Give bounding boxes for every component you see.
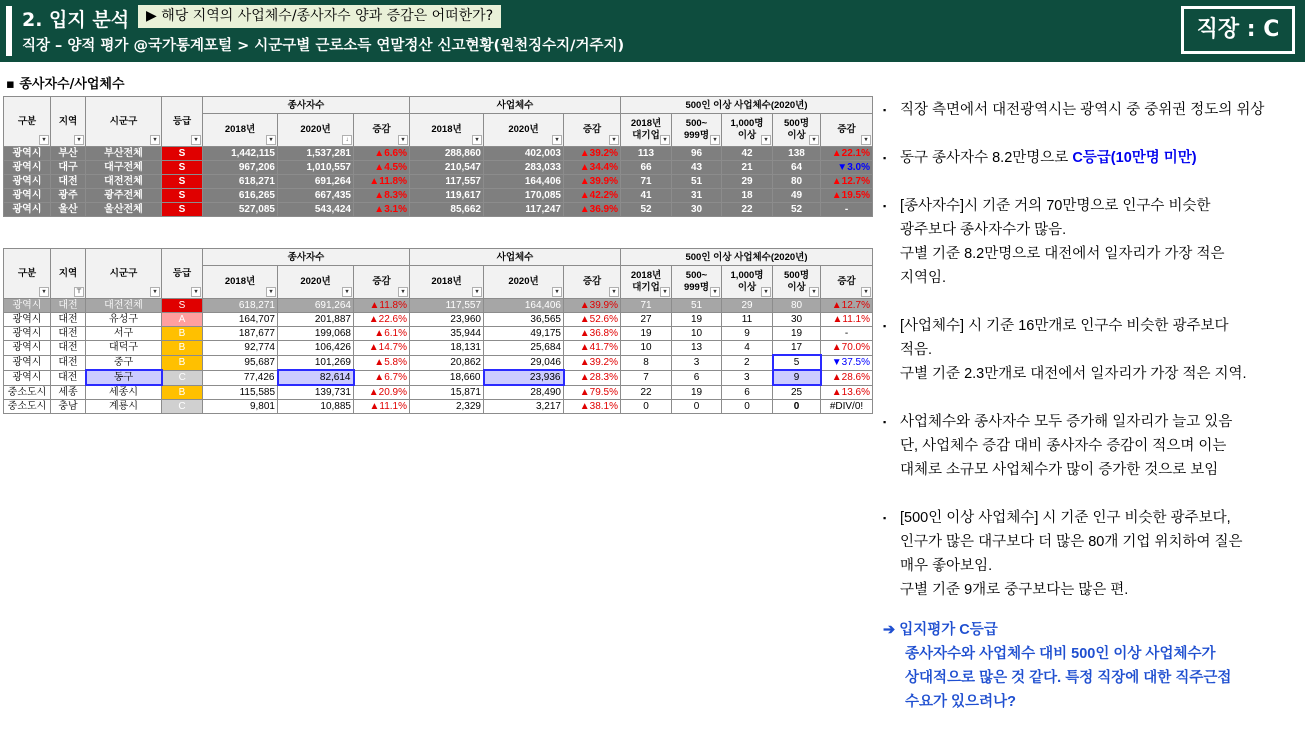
header-sigungu[interactable]: 시군구 ▾: [86, 97, 162, 147]
cell-business-2020[interactable]: 170,085: [484, 189, 564, 203]
cell-large-change[interactable]: #DIV/0!: [821, 400, 873, 414]
cell-large-500-999[interactable]: 31: [672, 189, 722, 203]
cell-large-500-999[interactable]: 19: [672, 313, 722, 327]
cell-large-2018[interactable]: 66: [621, 161, 672, 175]
cell-workers-2020[interactable]: 199,068: [278, 327, 354, 341]
cell-grade[interactable]: S: [162, 299, 203, 313]
cell-business-change[interactable]: ▲41.7%: [564, 341, 621, 356]
cell-workers-change[interactable]: ▲11.8%: [354, 175, 410, 189]
cell-grade[interactable]: B: [162, 355, 203, 370]
header-workers: 종사자수: [203, 97, 410, 114]
header-business-2020[interactable]: 2020년 ▾: [484, 114, 564, 147]
cell-sigungu[interactable]: 동구: [86, 370, 162, 385]
cell-large-1000[interactable]: 22: [722, 203, 773, 217]
cell-workers-2018[interactable]: 527,085: [203, 203, 278, 217]
cell-large-1000[interactable]: 6: [722, 385, 773, 400]
cell-business-change[interactable]: ▲34.4%: [564, 161, 621, 175]
cell-region[interactable]: 충남: [51, 400, 86, 414]
cell-workers-change[interactable]: ▲11.8%: [354, 299, 410, 313]
cell-large-500plus[interactable]: 80: [773, 175, 821, 189]
cell-large-2018[interactable]: 10: [621, 341, 672, 356]
header-business-2018[interactable]: 2018년 ▾: [410, 266, 484, 299]
cell-workers-change[interactable]: ▲11.1%: [354, 400, 410, 414]
cell-large-500-999[interactable]: 13: [672, 341, 722, 356]
cell-large-change[interactable]: ▲12.7%: [821, 175, 873, 189]
cell-large-500plus[interactable]: 64: [773, 161, 821, 175]
cell-large-500plus[interactable]: 80: [773, 299, 821, 313]
cell-grade[interactable]: B: [162, 327, 203, 341]
cell-business-2018[interactable]: 23,960: [410, 313, 484, 327]
cell-workers-2020[interactable]: 1,010,557: [278, 161, 354, 175]
cell-business-2018[interactable]: 15,871: [410, 385, 484, 400]
conclusion-block: [883, 618, 1298, 714]
cell-gubun[interactable]: 광역시: [4, 327, 51, 341]
cell-large-1000[interactable]: 29: [722, 299, 773, 313]
cell-business-2018[interactable]: 117,557: [410, 299, 484, 313]
cell-workers-change[interactable]: ▲8.3%: [354, 189, 410, 203]
cell-large-500-999[interactable]: 30: [672, 203, 722, 217]
cell-workers-2018[interactable]: 92,774: [203, 341, 278, 356]
bullet-icon: ▪: [883, 417, 887, 427]
cell-large-change[interactable]: ▲19.5%: [821, 189, 873, 203]
header-workers-change[interactable]: 증감 ▾: [354, 266, 410, 299]
note-line: [500인 이상 사업체수] 시 기준 인구 비슷한 광주보다,: [900, 510, 1231, 526]
cell-workers-2018[interactable]: 77,426: [203, 370, 278, 385]
note-text: [900, 314, 1298, 386]
cell-large-change[interactable]: ▲28.6%: [821, 370, 873, 385]
header-large-2018[interactable]: 2018년 대기업 ▾: [621, 266, 672, 299]
cell-grade[interactable]: C: [162, 370, 203, 385]
header-business-2018[interactable]: 2018년 ▾: [410, 114, 484, 147]
cell-region[interactable]: 대전: [51, 355, 86, 370]
cell-large-1000[interactable]: 29: [722, 175, 773, 189]
cell-workers-change[interactable]: ▲6.7%: [354, 370, 410, 385]
cell-large-change[interactable]: ▲11.1%: [821, 313, 873, 327]
header-large-change[interactable]: 증감 ▾: [821, 114, 873, 147]
note-line: 단, 사업체수 증감 대비 종사자수 증감이 적으며 이는: [900, 438, 1227, 454]
cell-business-2020[interactable]: 164,406: [484, 175, 564, 189]
header-grade[interactable]: 등급 ▾: [162, 97, 203, 147]
cell-business-2018[interactable]: 288,860: [410, 147, 484, 161]
question-box: ▶ 해당 지역의 사업체수/종사자수 양과 증감은 어떠한가?: [138, 5, 501, 28]
cell-sigungu[interactable]: 울산전체: [86, 203, 162, 217]
cell-large-1000[interactable]: 4: [722, 341, 773, 356]
note-text: [900, 410, 1298, 482]
table-row: [4, 203, 873, 217]
note-line: 광주보다 종사자수가 많음.: [900, 222, 1067, 238]
cell-workers-change[interactable]: ▲20.9%: [354, 385, 410, 400]
table-row: [4, 400, 873, 414]
cell-business-change[interactable]: ▲39.9%: [564, 175, 621, 189]
note-line: 구별 기준 2.3만개로 대전에서 일자리가 가장 적은 지역.: [900, 366, 1247, 382]
table-row: [4, 189, 873, 203]
cell-large-change[interactable]: -: [821, 327, 873, 341]
cell-business-2020[interactable]: 29,046: [484, 355, 564, 370]
header-workers-2018[interactable]: 2018년 ▾: [203, 266, 278, 299]
cell-large-1000[interactable]: 11: [722, 313, 773, 327]
page-title: 2. 입지 분석: [22, 9, 130, 31]
note-line: 적음.: [900, 342, 933, 358]
bullet-icon: ▪: [883, 201, 887, 211]
note-item: [883, 98, 1298, 122]
table-row: [4, 370, 873, 385]
table-row: [4, 147, 873, 161]
header-large-1000[interactable]: 1,000명 이상 ▾: [722, 114, 773, 147]
cell-business-2020[interactable]: 49,175: [484, 327, 564, 341]
header-large-business: 500인 이상 사업체수(2020년): [621, 97, 873, 114]
table-row: [4, 161, 873, 175]
cell-large-2018[interactable]: 19: [621, 327, 672, 341]
cell-large-2018[interactable]: 8: [621, 355, 672, 370]
cell-business-2018[interactable]: 2,329: [410, 400, 484, 414]
note-line: [사업체수] 시 기준 16만개로 인구수 비슷한 광주보다: [900, 318, 1229, 334]
cell-region[interactable]: 세종: [51, 385, 86, 400]
cell-large-1000[interactable]: 9: [722, 327, 773, 341]
header-business: 사업체수: [410, 249, 621, 266]
cell-large-500-999[interactable]: 10: [672, 327, 722, 341]
grade-highlight: C등급(10만명 미만): [1072, 150, 1197, 166]
cell-large-500plus[interactable]: 52: [773, 203, 821, 217]
header-sigungu[interactable]: 시군구 ▾: [86, 249, 162, 299]
cell-large-500plus[interactable]: 17: [773, 341, 821, 356]
cell-large-2018[interactable]: 52: [621, 203, 672, 217]
cell-sigungu[interactable]: 서구: [86, 327, 162, 341]
cell-grade[interactable]: C: [162, 400, 203, 414]
cell-workers-change[interactable]: ▲3.1%: [354, 203, 410, 217]
note-text: [900, 506, 1298, 602]
header-gubun[interactable]: 구분 ▾: [4, 249, 51, 299]
cell-large-500plus[interactable]: 30: [773, 313, 821, 327]
cell-large-500-999[interactable]: 3: [672, 355, 722, 370]
cell-large-500plus[interactable]: 138: [773, 147, 821, 161]
cell-large-change[interactable]: ▼3.0%: [821, 161, 873, 175]
cell-large-2018[interactable]: 0: [621, 400, 672, 414]
cell-business-2018[interactable]: 117,557: [410, 175, 484, 189]
cell-large-1000[interactable]: 21: [722, 161, 773, 175]
cell-large-change[interactable]: ▲70.0%: [821, 341, 873, 356]
cell-business-change[interactable]: ▲28.3%: [564, 370, 621, 385]
cell-large-2018[interactable]: 71: [621, 299, 672, 313]
cell-sigungu[interactable]: 유성구: [86, 313, 162, 327]
note-line: 구별 기준 8.2만명으로 대전에서 일자리가 가장 적은: [900, 246, 1225, 262]
cell-large-change[interactable]: ▲12.7%: [821, 299, 873, 313]
cell-workers-2018[interactable]: 1,442,115: [203, 147, 278, 161]
cell-gubun[interactable]: 광역시: [4, 203, 51, 217]
cell-workers-change[interactable]: ▲4.5%: [354, 161, 410, 175]
cell-business-2020[interactable]: 25,684: [484, 341, 564, 356]
note-item: [883, 410, 1298, 482]
cell-gubun[interactable]: 광역시: [4, 175, 51, 189]
cell-workers-2018[interactable]: 9,801: [203, 400, 278, 414]
note-text: [900, 146, 1298, 170]
cell-business-2018[interactable]: 20,862: [410, 355, 484, 370]
cell-grade[interactable]: S: [162, 161, 203, 175]
cell-large-500-999[interactable]: 96: [672, 147, 722, 161]
cell-large-500plus[interactable]: 19: [773, 327, 821, 341]
cell-workers-2018[interactable]: 616,265: [203, 189, 278, 203]
cell-large-500plus[interactable]: 9: [773, 370, 821, 385]
cell-large-500plus[interactable]: 49: [773, 189, 821, 203]
cell-region[interactable]: 대전: [51, 313, 86, 327]
cell-sigungu[interactable]: 세종시: [86, 385, 162, 400]
conclusion-line: 종사자수와 사업체수 대비 500인 이상 사업체수가: [905, 646, 1216, 662]
header-large-1000[interactable]: 1,000명 이상 ▾: [722, 266, 773, 299]
cell-gubun[interactable]: 광역시: [4, 161, 51, 175]
cell-large-1000[interactable]: 18: [722, 189, 773, 203]
cell-workers-change[interactable]: ▲6.1%: [354, 327, 410, 341]
cell-large-500plus[interactable]: 25: [773, 385, 821, 400]
cell-workers-2018[interactable]: 967,206: [203, 161, 278, 175]
header-banner: [0, 0, 1305, 62]
cell-region[interactable]: 부산: [51, 147, 86, 161]
conclusion-line: 상대적으로 많은 것 같다. 특정 직장에 대한 직주근접: [905, 670, 1232, 686]
cell-workers-change[interactable]: ▲14.7%: [354, 341, 410, 356]
cell-workers-2020[interactable]: 1,537,281: [278, 147, 354, 161]
cell-large-500-999[interactable]: 51: [672, 299, 722, 313]
cell-business-2020[interactable]: 402,003: [484, 147, 564, 161]
cell-sigungu[interactable]: 대덕구: [86, 341, 162, 356]
cell-workers-2018[interactable]: 618,271: [203, 175, 278, 189]
cell-workers-2020[interactable]: 667,435: [278, 189, 354, 203]
table-row: [4, 313, 873, 327]
table-row: [4, 175, 873, 189]
note-line: 직장 측면에서 대전광역시는 광역시 중 중위권 정도의 위상: [900, 102, 1265, 118]
header-region[interactable]: 지역 ▾: [51, 97, 86, 147]
cell-workers-2018[interactable]: 115,585: [203, 385, 278, 400]
cell-gubun[interactable]: 광역시: [4, 147, 51, 161]
cell-business-2018[interactable]: 119,617: [410, 189, 484, 203]
cell-gubun[interactable]: 광역시: [4, 341, 51, 356]
cell-large-change[interactable]: ▼37.5%: [821, 355, 873, 370]
cell-large-500plus[interactable]: 5: [773, 355, 821, 370]
cell-large-2018[interactable]: 71: [621, 175, 672, 189]
cell-gubun[interactable]: 중소도시: [4, 400, 51, 414]
note-text: [900, 194, 1298, 290]
cell-sigungu[interactable]: 대전전체: [86, 299, 162, 313]
header-large-500-999[interactable]: 500~ 999명 ▾: [672, 266, 722, 299]
header-workers-2018[interactable]: 2018년 ▾: [203, 114, 278, 147]
cell-grade[interactable]: S: [162, 203, 203, 217]
cell-business-change[interactable]: ▲42.2%: [564, 189, 621, 203]
cell-workers-change[interactable]: ▲5.8%: [354, 355, 410, 370]
header-large-500plus[interactable]: 500명 이상 ▾: [773, 114, 821, 147]
cell-region[interactable]: 대전: [51, 327, 86, 341]
cell-business-2018[interactable]: 210,547: [410, 161, 484, 175]
header-large-change[interactable]: 증감 ▾: [821, 266, 873, 299]
cell-gubun[interactable]: 광역시: [4, 355, 51, 370]
cell-large-change[interactable]: ▲13.6%: [821, 385, 873, 400]
cell-business-2020[interactable]: 164,406: [484, 299, 564, 313]
cell-large-500-999[interactable]: 43: [672, 161, 722, 175]
note-line: 사업체수와 종사자수 모두 증가해 일자리가 늘고 있음: [900, 414, 1233, 430]
cell-business-2020[interactable]: 23,936: [484, 370, 564, 385]
cell-business-2020[interactable]: 283,033: [484, 161, 564, 175]
cell-business-change[interactable]: ▲79.5%: [564, 385, 621, 400]
cell-sigungu[interactable]: 부산전체: [86, 147, 162, 161]
cell-region[interactable]: 대전: [51, 370, 86, 385]
note-item: [883, 146, 1298, 170]
cell-business-2018[interactable]: 18,131: [410, 341, 484, 356]
cell-business-2020[interactable]: 117,247: [484, 203, 564, 217]
conclusion-title: 입지평가 C등급: [899, 622, 998, 638]
cell-grade[interactable]: B: [162, 341, 203, 356]
cell-business-2020[interactable]: 36,565: [484, 313, 564, 327]
cell-region[interactable]: 대구: [51, 161, 86, 175]
metro-comparison-table: [3, 96, 873, 217]
cell-region[interactable]: 광주: [51, 189, 86, 203]
cell-business-2020[interactable]: 28,490: [484, 385, 564, 400]
note-item: [883, 314, 1298, 386]
note-line: 매우 좋아보임.: [900, 558, 993, 574]
bullet-icon: ▪: [883, 513, 887, 523]
header-business-2020[interactable]: 2020년 ▾: [484, 266, 564, 299]
grade-badge: 직장 : C: [1181, 6, 1295, 54]
cell-sigungu[interactable]: 계룡시: [86, 400, 162, 414]
note-line: [종사자수]시 기준 거의 70만명으로 인구수 비슷한: [900, 198, 1211, 214]
section-label: ▪ 종사자수/사업체수: [6, 77, 125, 92]
cell-large-1000[interactable]: 0: [722, 400, 773, 414]
bullet-icon: ▪: [883, 153, 887, 163]
header-accent-bar: [6, 6, 12, 56]
daejeon-district-table: [3, 248, 873, 414]
header-workers: 종사자수: [203, 249, 410, 266]
conclusion-line: 수요가 있으려나?: [905, 694, 1016, 710]
bullet-icon: ▪: [883, 321, 887, 331]
cell-business-change[interactable]: ▲39.9%: [564, 299, 621, 313]
note-text: [900, 98, 1298, 122]
cell-business-change[interactable]: ▲39.2%: [564, 355, 621, 370]
cell-business-change[interactable]: ▲38.1%: [564, 400, 621, 414]
note-line: 동구 종사자수 8.2만명으로: [900, 150, 1073, 166]
note-item: [883, 506, 1298, 602]
note-line: 지역임.: [900, 270, 947, 286]
arrow-right-icon: ➔: [883, 622, 900, 638]
cell-business-change[interactable]: ▲36.9%: [564, 203, 621, 217]
cell-grade[interactable]: A: [162, 313, 203, 327]
cell-region[interactable]: 대전: [51, 299, 86, 313]
cell-business-2018[interactable]: 18,660: [410, 370, 484, 385]
cell-gubun[interactable]: 광역시: [4, 313, 51, 327]
cell-gubun[interactable]: 광역시: [4, 189, 51, 203]
cell-workers-2018[interactable]: 95,687: [203, 355, 278, 370]
header-business-change[interactable]: 증감 ▾: [564, 266, 621, 299]
cell-large-2018[interactable]: 22: [621, 385, 672, 400]
cell-large-500-999[interactable]: 6: [672, 370, 722, 385]
note-line: 인구가 많은 대구보다 더 많은 80개 기업 위치하여 질은: [900, 534, 1243, 550]
cell-sigungu[interactable]: 대전전체: [86, 175, 162, 189]
cell-sigungu[interactable]: 광주전체: [86, 189, 162, 203]
cell-workers-2018[interactable]: 187,677: [203, 327, 278, 341]
cell-large-1000[interactable]: 2: [722, 355, 773, 370]
cell-large-change[interactable]: -: [821, 203, 873, 217]
cell-sigungu[interactable]: 중구: [86, 355, 162, 370]
cell-large-500-999[interactable]: 51: [672, 175, 722, 189]
cell-gubun[interactable]: 광역시: [4, 370, 51, 385]
cell-gubun[interactable]: 중소도시: [4, 385, 51, 400]
header-workers-change[interactable]: 증감 ▾: [354, 114, 410, 147]
cell-workers-change[interactable]: ▲6.6%: [354, 147, 410, 161]
note-item: [883, 194, 1298, 290]
cell-workers-2020[interactable]: 10,885: [278, 400, 354, 414]
cell-grade[interactable]: S: [162, 175, 203, 189]
table-row: [4, 327, 873, 341]
cell-large-2018[interactable]: 7: [621, 370, 672, 385]
cell-business-2018[interactable]: 85,662: [410, 203, 484, 217]
cell-large-2018[interactable]: 113: [621, 147, 672, 161]
cell-grade[interactable]: B: [162, 385, 203, 400]
header-region[interactable]: 지역 ⊤: [51, 249, 86, 299]
cell-region[interactable]: 대전: [51, 341, 86, 356]
cell-large-2018[interactable]: 41: [621, 189, 672, 203]
header-large-2018[interactable]: 2018년 대기업 ▾: [621, 114, 672, 147]
cell-workers-2020[interactable]: 82,614: [278, 370, 354, 385]
cell-business-2018[interactable]: 35,944: [410, 327, 484, 341]
cell-large-500-999[interactable]: 0: [672, 400, 722, 414]
header-gubun[interactable]: 구분 ▾: [4, 97, 51, 147]
cell-large-change[interactable]: ▲22.1%: [821, 147, 873, 161]
cell-workers-2020[interactable]: 106,426: [278, 341, 354, 356]
cell-grade[interactable]: S: [162, 147, 203, 161]
cell-workers-2020[interactable]: 543,424: [278, 203, 354, 217]
cell-grade[interactable]: S: [162, 189, 203, 203]
header-large-business: 500인 이상 사업체수(2020년): [621, 249, 873, 266]
table-row: [4, 355, 873, 370]
cell-large-500-999[interactable]: 19: [672, 385, 722, 400]
header-workers-2020[interactable]: 2020년 ▾: [278, 266, 354, 299]
cell-workers-2020[interactable]: 101,269: [278, 355, 354, 370]
bullet-icon: ▪: [883, 105, 887, 115]
header-large-500plus[interactable]: 500명 이상 ▾: [773, 266, 821, 299]
page-subtitle: 직장 – 양적 평가 @국가통계포털 > 시군구별 근로소득 연말정산 신고현황(원천징수지/거주지): [22, 38, 625, 54]
cell-workers-2020[interactable]: 691,264: [278, 175, 354, 189]
cell-large-2018[interactable]: 27: [621, 313, 672, 327]
cell-business-change[interactable]: ▲39.2%: [564, 147, 621, 161]
cell-sigungu[interactable]: 대구전체: [86, 161, 162, 175]
cell-business-change[interactable]: ▲36.8%: [564, 327, 621, 341]
note-line: 구별 기준 9개로 중구보다는 많은 편.: [900, 582, 1129, 598]
cell-workers-2020[interactable]: 201,887: [278, 313, 354, 327]
cell-large-1000[interactable]: 3: [722, 370, 773, 385]
cell-large-1000[interactable]: 42: [722, 147, 773, 161]
cell-workers-2018[interactable]: 618,271: [203, 299, 278, 313]
cell-region[interactable]: 대전: [51, 175, 86, 189]
header-large-500-999[interactable]: 500~ 999명 ▾: [672, 114, 722, 147]
cell-workers-2020[interactable]: 691,264: [278, 299, 354, 313]
table-row: [4, 299, 873, 313]
cell-workers-change[interactable]: ▲22.6%: [354, 313, 410, 327]
cell-workers-2018[interactable]: 164,707: [203, 313, 278, 327]
cell-gubun[interactable]: 광역시: [4, 299, 51, 313]
cell-workers-2020[interactable]: 139,731: [278, 385, 354, 400]
cell-large-500plus[interactable]: 0: [773, 400, 821, 414]
note-line: 대체로 소규모 사업체수가 많이 증가한 것으로 보임: [900, 462, 1219, 478]
header-workers-2020[interactable]: 2020년 ↓: [278, 114, 354, 147]
table-row: [4, 341, 873, 356]
header-business: 사업체수: [410, 97, 621, 114]
cell-region[interactable]: 울산: [51, 203, 86, 217]
cell-business-change[interactable]: ▲52.6%: [564, 313, 621, 327]
header-grade[interactable]: 등급 ▾: [162, 249, 203, 299]
header-business-change[interactable]: 증감 ▾: [564, 114, 621, 147]
cell-business-2020[interactable]: 3,217: [484, 400, 564, 414]
table-row: [4, 385, 873, 400]
